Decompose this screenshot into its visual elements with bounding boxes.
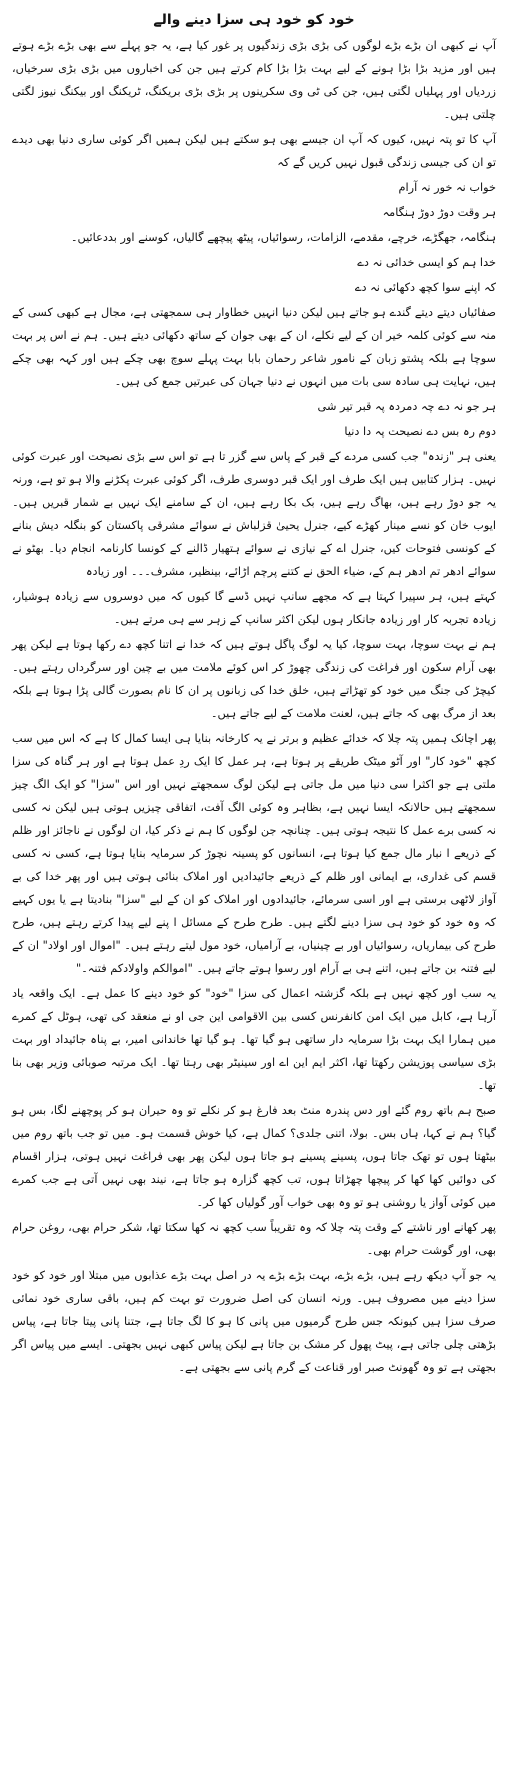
paragraph: یعنی ہر "زندہ" جب کسی مردے کے قبر کے پاس سے گزر تا ہے تو اس سے بڑی نصیحت اور عبرت کوئی نہیں۔ ہزار کتابیں ہیں ایک طرف اور ایک قبر دوسری طرف، اگر کوئی عبرت پکڑنے والا ہو تو ہے، ورنہ یہ جو دوڑ رہے ہیں، بھاگ رہے ہیں، بک بکا رہے ہیں، ان کے سامنے ایک نہیں بے شمار قبریں ہیں۔ ایوب خان کو نسے مینار کھڑے کیے، جنرل یحییٰ قزلباش نے سوائے مشرقی پاکستان کو بنگلہ دیش بنانے کے کونسی فتوحات کیں، جنرل اے کے نیازی نے سوائے ہتھیار ڈالنے کے کونسا کارنامہ انجام دیا۔ بھٹو نے سوائے ادھر تم ادھر ہم کے، ضیاء الحق نے کتنے پرچم اڑائے، بینظیر، مشرف۔۔۔ اور زیادہ [12, 450, 496, 578]
article-title: خود کو خود ہی سزا دینے والے [153, 12, 355, 28]
paragraph: ہنگامہ، جھگڑے، خرچے، مقدمے، الزامات، رسوائیاں، پیٹھ پیچھے گالیاں، کوسنے اور بددعائیں۔ [70, 231, 496, 244]
paragraph: صبح ہم باتھ روم گئے اور دس پندرہ منٹ بعد فارغ ہو کر نکلے تو وہ حیران ہو کر پوچھنے لگا، بس ہو گیا؟ ہم نے کہا، ہاں بس۔ بولا، اتنی جلدی؟ کمال ہے، کیا خوش قسمت ہو۔ میں تو جب باتھ روم میں بیٹھتا ہوں تو تھک جاتا ہوں، پسینے پسینے ہو جاتا ہوں لیکن پھر بھی فراغت نہیں ہوتی، ہزار اقسام کی دوائیں کھا کھا کر پیچھا چھڑاتا ہوں، تب کچھ گزارہ ہو جاتا ہے، نیند بھی نہیں آتی ہے جب کمرے میں کوئی آواز یا روشنی ہو تو وہ بھی خواب آور گولیاں کھا کر۔ [12, 1104, 496, 1209]
verse-line: ہر جو نہ دے چہ دمردہ پہ قبر تیر شی [317, 400, 496, 413]
paragraph: پھر اچانک ہمیں پتہ چلا کہ خدائے عظیم و برتر نے یہ کارخانہ بنایا ہی ایسا کمال کا ہے کہ اس میں سب کچھ "خود کار" اور آٹو میٹک طریقے پر ہوتا ہے، ہر عمل کا ایک ردِ عمل ہوتا ہے اور ہر گناہ کی سزا ملتی ہے جو اکثرا سی دنیا میں مل جاتی ہے لیکن لوگ سمجھتے نہیں اور اس "سزا" کو ایک الگ چیز سمجھتے ہیں حالانکہ ایسا نہیں ہے، بظاہر وہ کوئی الگ آفت، اتفاقی چیزیں ہوتی ہیں لیکن نہ کسی نہ کسی برے عمل کا نتیجہ ہوتی ہیں۔ چنانچہ جن لوگوں کا ہم نے ذکر کیا، ان لوگوں نے ناجائز اور ظلم کے ذریعے ا نبار مال جمع کیا ہوتا ہے، انسانوں کو پسینہ نچوڑ کر سرمایہ بنایا ہوتا ہے، کسی نہ کسی قسم کی غداری، بے ایمانی اور ظلم کے ذریعے جائیدادیں اور املاک بنائی ہوتی ہیں اور پھر خدا کی بے آواز لاٹھی برستی ہے اور اسی سرمائے، جائیدادوں اور املاک کو ان کے لیے "سزا" بنادیتا ہے یا یوں کہیے کہ وہ خود کو خود ہی سزا دینے لگتے ہیں۔ طرح طرح کے مسائل ا پنے لیے پیدا کرتے رہتے ہیں، طرح طرح کی بیماریاں، رسوائیاں اور بے چینیاں، بے آرامیاں، خود مول لیتے رہتے ہیں۔ "اموال اور اولاد" ان کے لیے فتنہ بن جاتے ہیں، اتنے ہی بے آرام اور رسوا ہوتے جاتے ہیں۔ "اموالکم واولادکم فتنہ۔" [12, 732, 496, 975]
paragraph: صفائیاں دیتے دیتے گندے ہو جاتے ہیں لیکن دنیا انہیں خطاوار ہی سمجھتی ہے، مجال ہے کبھی کسی کے منہ سے کوئی کلمہ خیر ان کے لیے نکلے، ان کے بھی جوان کے ساتھ دکھائی دیتے ہیں۔ ہم نے اس پر بہت سوچا ہے بلکہ پشتو زبان کے نامور شاعر رحمان بابا بہت پہلے سوچ بھی چکے ہیں اور کہہ بھی چکے ہیں، نہایت ہی سادہ سی بات میں انہوں نے دنیا جہان کی عبرتیں جمع کی ہیں۔ [12, 306, 496, 388]
paragraph: یہ جو آپ دیکھ رہے ہیں، بڑے بڑے، بہت بڑے بڑے یہ در اصل بہت بڑے عذابوں میں مبتلا اور خود کو خود سزا دینے میں مصروف ہیں۔ ورنہ انسان کی اصل ضرورت تو بہت کم ہیں، باقی ساری خود نمائی صرف سزا ہیں کیونکہ جس طرح گرمیوں میں پانی کا ہو کا لگ جاتا ہے، جتنا پانی پیتا جاتا ہے، پیاس بڑھتی چلی جاتی ہے، پیٹ پھول کر مشک بن جاتا ہے لیکن پیاس کبھی نہیں بجھتی۔ ایسے میں پیاس اگر بجھتی ہے تو وہ گھونٹ صبر اور قناعت کے گرم پانی سے بجھتی ہے۔ [12, 1269, 496, 1374]
paragraph: ہم نے بہت سوچا، بہت سوچا، کیا یہ لوگ پاگل ہوتے ہیں کہ خدا نے اتنا کچھ دے رکھا ہوتا ہے لیکن پھر بھی آرام سکون اور فراغت کی زندگی چھوڑ کر اس کوئے ملامت میں بے چین اور سرگرداں رہتے ہیں۔ کیچڑ کی جنگ میں خود کو تھڑاتے ہیں، خلق خدا کی زبانوں پر ان کا نام بصورت گالی پڑا ہوتا ہے بلکہ بعد از مرگ بھی کہ جاتے ہیں، لعنت ملامت کے لیے جاتے ہیں۔ [12, 638, 496, 720]
verse-line: دوم رہ بس دے نصیحت پہ دا دنیا [344, 425, 496, 438]
verse-line: خدا ہم کو ایسی خدائی نہ دے [357, 256, 496, 269]
article-body [12, 34, 496, 1379]
verse-line: ہر وقت دوڑ دوڑ ہنگامہ [382, 206, 496, 219]
paragraph: آپ نے کبھی ان بڑے بڑے لوگوں کی بڑی بڑی زندگیوں پر غور کیا ہے، یہ جو پہلے سے بھی بڑے بڑے ہوتے ہیں اور مزید بڑا بڑا ہونے کے لیے بہت بڑا بڑا کام کرتے ہیں جن کی اخباروں میں بڑی بڑی سرخیاں، زردیاں اور پہلیاں لگتی ہیں، جن کی ٹی وی سکرینوں پر بڑی بڑی بریکنگ، ٹریکنگ اور بیکنگ نیوز لگتی چلتی ہیں۔ [12, 39, 496, 121]
paragraph: پھر کھانے اور ناشتے کے وقت پتہ چلا کہ وہ تقریباً سب کچھ نہ کھا سکتا تھا، شکر حرام بھی، روغن حرام بھی، اور گوشت حرام بھی۔ [12, 1221, 496, 1257]
paragraph: کہتے ہیں، ہر سپیرا کہتا ہے کہ مجھے سانپ نہیں ڈسے گا کیوں کہ میں دوسروں سے زیادہ ہوشیار، زیادہ تجربہ کار اور زیادہ جانکار ہوں لیکن اکثر سانپ کے زہر سے ہی مرتے ہیں۔ [12, 590, 496, 626]
paragraph: آپ کا تو پتہ نہیں، کیوں کہ آپ ان جیسے بھی ہو سکتے ہیں لیکن ہمیں اگر کوئی ساری دنیا بھی دیدے تو ان کی جیسی زندگی قبول نہیں کریں گے کہ [12, 133, 496, 169]
verse-line: خواب نہ خور نہ آرام [398, 181, 496, 194]
verse-line: کہ اپنے سوا کچھ دکھائی نہ دے [354, 281, 496, 294]
paragraph: یہ سب اور کچھ نہیں ہے بلکہ گزشتہ اعمال کی سزا "خود" کو خود دینے کا عمل ہے۔ ایک واقعہ یاد آرہا ہے، کابل میں ایک امن کانفرنس کسی بین الاقوامی این جی او نے منعقد کی تھی، ہوٹل کے کمرے میں ہمارا ایک بہت بڑا سرمایہ دار ساتھی ہو گیا تھا۔ ہو گیا تھا خاندانی امیر، بے پناہ جائیداد اور بہت بڑی سیاسی پوزیشن رکھتا تھا، اکثر ایم این اے اور سینیٹر بھی رہتا تھا۔ ایک مرتبہ صوبائی وزیر بھی بنا تھا۔ [12, 987, 496, 1092]
